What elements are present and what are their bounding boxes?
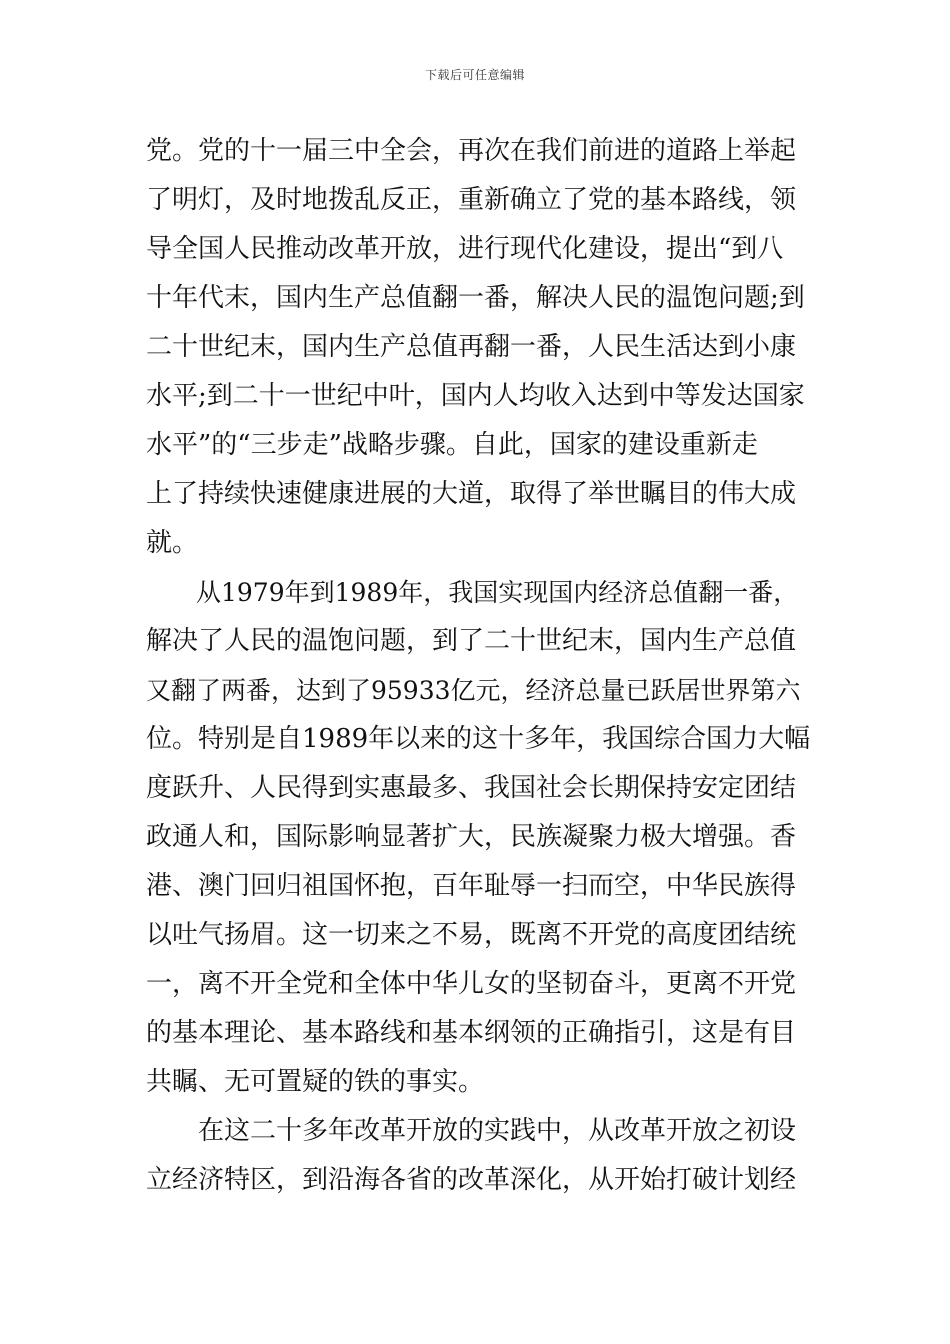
text-line: 上了持续快速健康进展的大道，取得了举世瞩目的伟大成 [146, 479, 797, 509]
text-line: 了明灯，及时地拨乱反正，重新确立了党的基本路线，领 [146, 185, 797, 215]
body-text [146, 127, 810, 1205]
text-line: 二十世纪末，国内生产总值再翻一番，人民生活达到小康 [146, 332, 797, 362]
text-line: 以吐气扬眉。这一切来之不易，既离不开党的高度团结统 [146, 920, 797, 950]
text-line: 党。党的十一届三中全会，再次在我们前进的道路上举起 [146, 136, 797, 166]
text-line: 解决了人民的温饱问题，到了二十世纪末，国内生产总值 [146, 626, 797, 656]
text-line: 共瞩、无可置疑的铁的事实。 [146, 1067, 485, 1097]
text-line: 港、澳门回归祖国怀抱，百年耻辱一扫而空，中华民族得 [146, 871, 797, 901]
text-line: 从1979年到1989年，我国实现国内经济总值翻一番， [146, 578, 799, 607]
text-line: 的基本理论、基本路线和基本纲领的正确指引，这是有目 [146, 1018, 797, 1048]
text-line: 又翻了两番，达到了95933亿元，经济总量已跃居世界第六 [146, 676, 801, 705]
text-line: 在这二十多年改革开放的实践中，从改革开放之初设 [146, 1116, 797, 1146]
text-line: 水平”的“三步走”战略步骤。自此，国家的建设重新走 [146, 430, 758, 460]
text-line: 度跃升、人民得到实惠最多、我国社会长期保持安定团结 [146, 773, 797, 803]
text-line: 立经济特区，到沿海各省的改革深化，从开始打破计划经 [146, 1165, 797, 1195]
text-line: 政通人和，国际影响显著扩大，民族凝聚力极大增强。香 [146, 822, 797, 852]
text-line: 十年代末，国内生产总值翻一番，解决人民的温饱问题;到 [146, 283, 805, 313]
page-header: 下载后可任意编辑 [424, 68, 525, 82]
text-line: 一，离不开全党和全体中华儿女的坚韧奋斗，更离不开党 [146, 969, 797, 999]
text-line: 导全国人民推动改革开放，进行现代化建设，提出“到八 [146, 234, 784, 264]
text-line: 就。 [146, 528, 199, 558]
text-line: 位。特别是自1989年以来的这十多年，我国综合国力大幅 [146, 724, 810, 754]
text-line: 水平;到二十一世纪中叶，国内人均收入达到中等发达国家 [146, 381, 805, 411]
